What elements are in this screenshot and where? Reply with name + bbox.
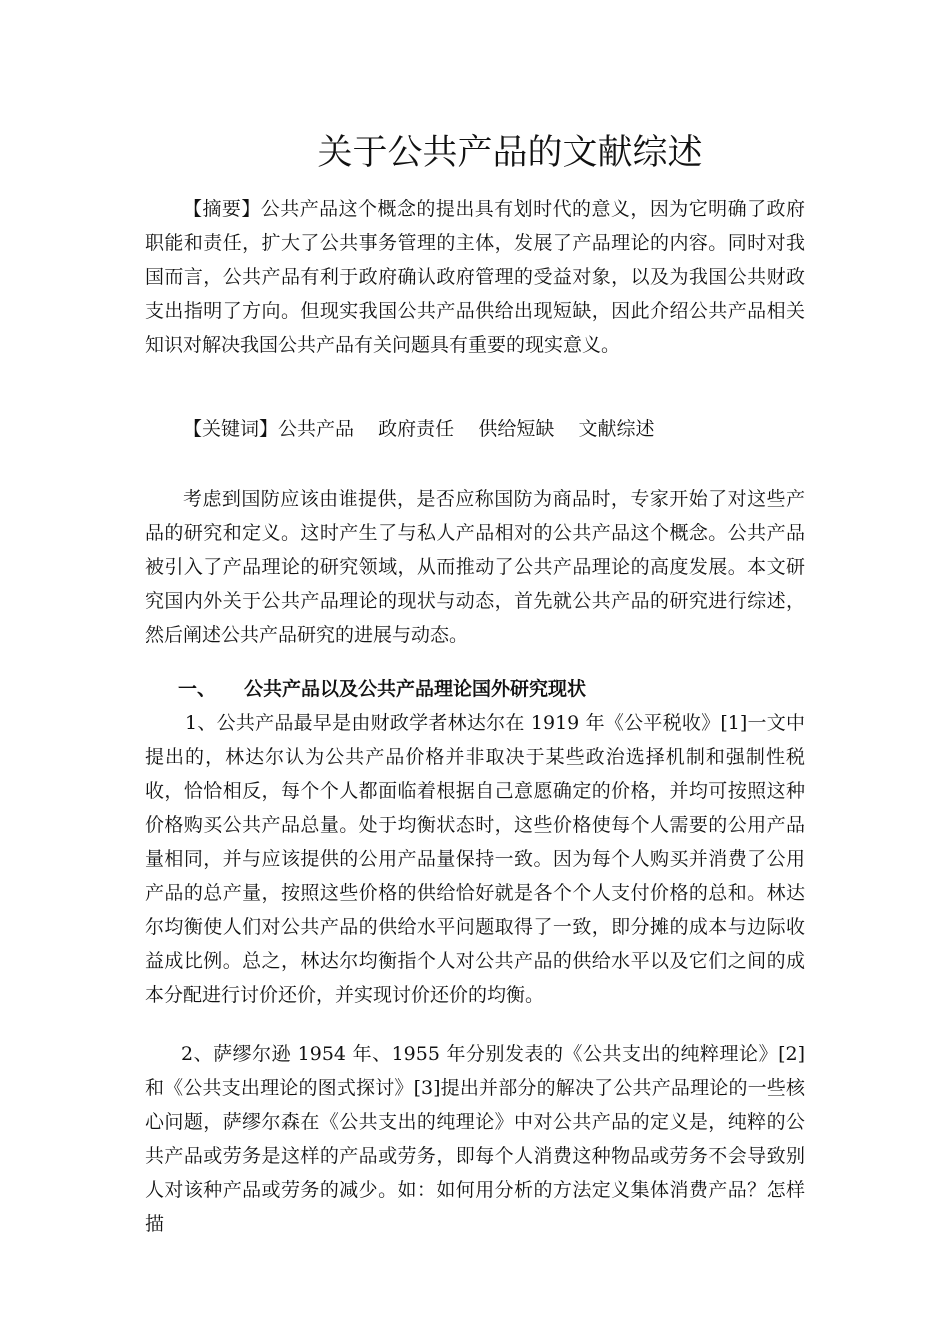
section-heading [178, 672, 586, 706]
section-number: 一、 [178, 678, 217, 700]
section-title: 公共产品以及公共产品理论国外研究现状 [244, 678, 587, 700]
document-title: 关于公共产品的文献综述 [317, 133, 703, 173]
abstract-paragraph: 【摘要】公共产品这个概念的提出具有划时代的意义，因为它明确了政府职能和责任，扩大了公共事务管理的主体，发展了产品理论的内容。同时对我国而言，公共产品有利于政府确认政府管理的受益对象，以及为我国公共财政支出指明了方向。但现实我国公共产品供给出现短缺，因此介绍公共产品相关知识对解决我国公共产品有关问题具有重要的现实意义。 [145, 198, 805, 356]
intro-section [145, 482, 805, 652]
intro-paragraph: 考虑到国防应该由谁提供，是否应称国防为商品时，专家开始了对这些产品的研究和定义。这时产生了与私人产品相对的公共产品这个概念。公共产品被引入了产品理论的研究领域，从而推动了公共产品理论的高度发展。本文研究国内外关于公共产品理论的现状与动态，首先就公共产品的研究进行综述，然后阐述公共产品研究的进展与动态。 [145, 488, 805, 646]
body-paragraph-2: 2、萨缪尔逊 1954 年、1955 年分别发表的《公共支出的纯粹理论》[2]和《公共支出理论的图式探讨》[3]提出并部分的解决了公共产品理论的一些核心问题，萨缪尔森在《公共支出的纯理论》中对公共产品的定义是，纯粹的公共产品或劳务是这样的产品或劳务，即每个人消费这种物品或劳务不会导致别人对该种产品或劳务的减少。如：如何用分析的方法定义集体消费产品？怎样描 [145, 1043, 805, 1235]
section1-paragraph-block [145, 706, 805, 1012]
abstract-section [145, 192, 805, 362]
section1-paragraph-block-2 [145, 1037, 805, 1241]
body-paragraph-1: 1、公共产品最早是由财政学者林达尔在 1919 年《公平税收》[1]一文中提出的，林达尔认为公共产品价格并非取决于某些政治选择机制和强制性税收，恰恰相反，每个个人都面临着根据自己意愿确定的价格，并均可按照这种价格购买公共产品总量。处于均衡状态时，这些价格使每个人需要的公用产品量相同，并与应该提供的公用产品量保持一致。因为每个人购买并消费了公用产品的总产量，按照这些价格的供给恰好就是各个个人支付价格的总和。林达尔均衡使人们对公共产品的供给水平问题取得了一致，即分摊的成本与边际收益成比例。总之，林达尔均衡指个人对公共产品的供给水平以及它们之间的成本分配进行讨价还价，并实现讨价还价的均衡。 [145, 712, 805, 1006]
keywords-line: 【关键词】公共产品 政府责任 供给短缺 文献综述 [183, 418, 655, 440]
